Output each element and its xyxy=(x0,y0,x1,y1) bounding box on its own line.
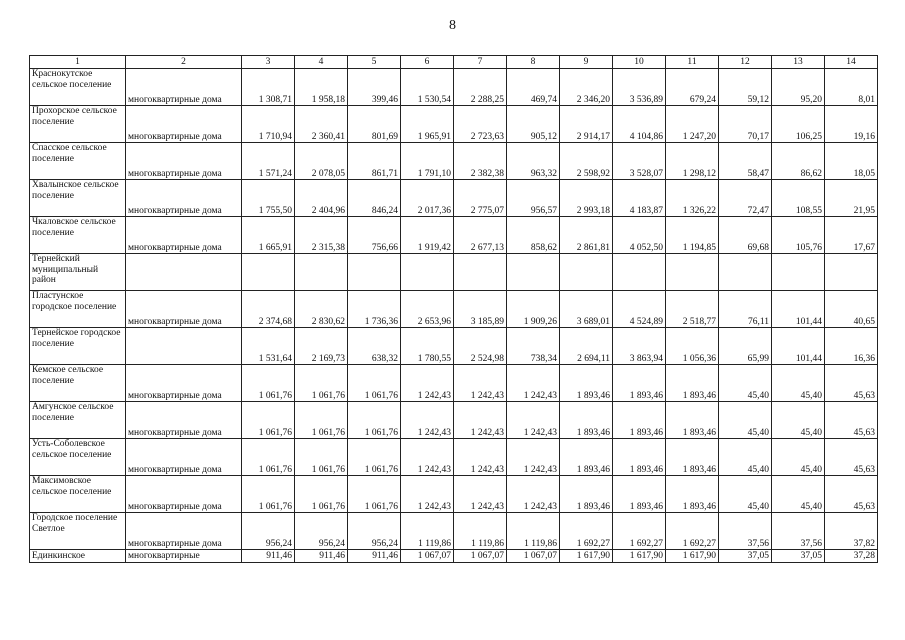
value-cell: 76,11 xyxy=(719,291,772,328)
column-number: 6 xyxy=(401,56,454,69)
value-cell: 19,16 xyxy=(825,106,878,143)
value-cell: 2 694,11 xyxy=(560,328,613,365)
value-cell: 2 374,68 xyxy=(242,291,295,328)
housing-type: многоквартирные дома xyxy=(126,291,242,328)
value-cell xyxy=(666,254,719,291)
value-cell: 1 736,36 xyxy=(348,291,401,328)
value-cell: 2 524,98 xyxy=(454,328,507,365)
value-cell: 2 288,25 xyxy=(454,69,507,106)
housing-type: многоквартирные дома xyxy=(126,106,242,143)
value-cell: 2 598,92 xyxy=(560,143,613,180)
value-cell: 1 893,46 xyxy=(560,439,613,476)
housing-type: многоквартирные дома xyxy=(126,143,242,180)
column-number: 1 xyxy=(30,56,126,69)
value-cell: 956,24 xyxy=(295,513,348,550)
column-number: 2 xyxy=(126,56,242,69)
value-cell: 858,62 xyxy=(507,217,560,254)
value-cell: 1 061,76 xyxy=(295,365,348,402)
housing-type: многоквартирные дома xyxy=(126,217,242,254)
value-cell: 1 617,90 xyxy=(666,550,719,563)
value-cell: 1 194,85 xyxy=(666,217,719,254)
value-cell: 2 017,36 xyxy=(401,180,454,217)
value-cell: 1 061,76 xyxy=(295,439,348,476)
value-cell: 2 346,20 xyxy=(560,69,613,106)
value-cell: 1 119,86 xyxy=(507,513,560,550)
value-cell: 65,99 xyxy=(719,328,772,365)
value-cell: 1 242,43 xyxy=(401,402,454,439)
settlement-name: Амгунское сельское поселение xyxy=(30,402,126,439)
settlement-name: Тернейский муниципальный район xyxy=(30,254,126,291)
value-cell: 1 893,46 xyxy=(666,439,719,476)
value-cell: 1 242,43 xyxy=(507,402,560,439)
value-cell: 3 185,89 xyxy=(454,291,507,328)
housing-type: многоквартирные дома xyxy=(126,476,242,513)
settlement-name: Пластунское городское поселение xyxy=(30,291,126,328)
value-cell: 45,40 xyxy=(772,402,825,439)
value-cell: 1 617,90 xyxy=(613,550,666,563)
value-cell: 1 061,76 xyxy=(295,402,348,439)
value-cell: 1 247,20 xyxy=(666,106,719,143)
value-cell: 2 723,63 xyxy=(454,106,507,143)
table-row xyxy=(30,402,878,439)
tariff-table xyxy=(29,55,878,563)
settlement-name: Усть-Соболевское сельское поселение xyxy=(30,439,126,476)
value-cell: 2 653,96 xyxy=(401,291,454,328)
value-cell: 1 893,46 xyxy=(666,402,719,439)
settlement-name: Единкинское xyxy=(30,550,126,563)
value-cell: 399,46 xyxy=(348,69,401,106)
column-number: 11 xyxy=(666,56,719,69)
table-row xyxy=(30,254,878,291)
value-cell: 45,40 xyxy=(719,476,772,513)
value-cell: 101,44 xyxy=(772,291,825,328)
value-cell: 2 315,38 xyxy=(295,217,348,254)
housing-type xyxy=(126,328,242,365)
value-cell: 3 863,94 xyxy=(613,328,666,365)
value-cell: 2 775,07 xyxy=(454,180,507,217)
value-cell: 1 571,24 xyxy=(242,143,295,180)
value-cell: 37,28 xyxy=(825,550,878,563)
value-cell: 1 958,18 xyxy=(295,69,348,106)
value-cell: 905,12 xyxy=(507,106,560,143)
page-number: 8 xyxy=(449,18,456,33)
value-cell: 1 061,76 xyxy=(348,476,401,513)
value-cell: 1 242,43 xyxy=(401,439,454,476)
value-cell: 2 382,38 xyxy=(454,143,507,180)
value-cell: 1 710,94 xyxy=(242,106,295,143)
housing-type xyxy=(126,254,242,291)
column-number: 12 xyxy=(719,56,772,69)
value-cell: 1 242,43 xyxy=(454,439,507,476)
value-cell: 1 298,12 xyxy=(666,143,719,180)
settlement-name: Кемское сельское поселение xyxy=(30,365,126,402)
value-cell: 16,36 xyxy=(825,328,878,365)
table-row xyxy=(30,217,878,254)
value-cell: 1 893,46 xyxy=(666,476,719,513)
value-cell: 1 665,91 xyxy=(242,217,295,254)
value-cell: 1 919,42 xyxy=(401,217,454,254)
value-cell: 18,05 xyxy=(825,143,878,180)
value-cell: 1 061,76 xyxy=(348,439,401,476)
value-cell: 101,44 xyxy=(772,328,825,365)
value-cell: 3 528,07 xyxy=(613,143,666,180)
column-number: 14 xyxy=(825,56,878,69)
column-number: 5 xyxy=(348,56,401,69)
value-cell: 2 914,17 xyxy=(560,106,613,143)
value-cell: 3 689,01 xyxy=(560,291,613,328)
value-cell: 3 536,89 xyxy=(613,69,666,106)
table-row xyxy=(30,106,878,143)
value-cell: 2 677,13 xyxy=(454,217,507,254)
value-cell: 1 893,46 xyxy=(613,476,666,513)
value-cell: 8,01 xyxy=(825,69,878,106)
table-row xyxy=(30,180,878,217)
value-cell: 1 067,07 xyxy=(507,550,560,563)
value-cell: 2 078,05 xyxy=(295,143,348,180)
value-cell: 1 242,43 xyxy=(507,439,560,476)
value-cell: 2 404,96 xyxy=(295,180,348,217)
value-cell: 1 791,10 xyxy=(401,143,454,180)
value-cell: 105,76 xyxy=(772,217,825,254)
value-cell: 956,24 xyxy=(242,513,295,550)
value-cell xyxy=(348,254,401,291)
value-cell: 4 183,87 xyxy=(613,180,666,217)
column-number-row xyxy=(30,56,878,69)
value-cell: 37,05 xyxy=(719,550,772,563)
table-row xyxy=(30,69,878,106)
value-cell: 106,25 xyxy=(772,106,825,143)
value-cell: 1 067,07 xyxy=(454,550,507,563)
value-cell: 1 242,43 xyxy=(507,476,560,513)
value-cell: 45,63 xyxy=(825,402,878,439)
value-cell: 2 861,81 xyxy=(560,217,613,254)
value-cell: 70,17 xyxy=(719,106,772,143)
value-cell xyxy=(242,254,295,291)
value-cell: 1 617,90 xyxy=(560,550,613,563)
housing-type: многоквартирные дома xyxy=(126,402,242,439)
column-number: 7 xyxy=(454,56,507,69)
settlement-name: Городское поселение Светлое xyxy=(30,513,126,550)
value-cell: 2 518,77 xyxy=(666,291,719,328)
column-number: 4 xyxy=(295,56,348,69)
value-cell: 17,67 xyxy=(825,217,878,254)
value-cell xyxy=(825,254,878,291)
value-cell: 756,66 xyxy=(348,217,401,254)
value-cell: 1 242,43 xyxy=(401,476,454,513)
value-cell: 1 061,76 xyxy=(242,365,295,402)
value-cell: 1 893,46 xyxy=(560,476,613,513)
value-cell: 45,40 xyxy=(719,439,772,476)
settlement-name: Чкаловское сельское поселение xyxy=(30,217,126,254)
value-cell: 1 692,27 xyxy=(560,513,613,550)
value-cell: 45,40 xyxy=(772,476,825,513)
value-cell: 45,63 xyxy=(825,365,878,402)
settlement-name: Краснокутское сельское поселение xyxy=(30,69,126,106)
column-number: 8 xyxy=(507,56,560,69)
value-cell: 37,05 xyxy=(772,550,825,563)
value-cell: 1 530,54 xyxy=(401,69,454,106)
value-cell: 108,55 xyxy=(772,180,825,217)
column-number: 10 xyxy=(613,56,666,69)
value-cell: 40,65 xyxy=(825,291,878,328)
value-cell xyxy=(560,254,613,291)
value-cell: 911,46 xyxy=(348,550,401,563)
column-number: 13 xyxy=(772,56,825,69)
value-cell: 956,57 xyxy=(507,180,560,217)
value-cell: 86,62 xyxy=(772,143,825,180)
value-cell: 1 061,76 xyxy=(242,476,295,513)
value-cell: 1 119,86 xyxy=(401,513,454,550)
value-cell: 2 830,62 xyxy=(295,291,348,328)
value-cell: 58,47 xyxy=(719,143,772,180)
value-cell: 638,32 xyxy=(348,328,401,365)
value-cell xyxy=(507,254,560,291)
value-cell: 1 965,91 xyxy=(401,106,454,143)
value-cell: 963,32 xyxy=(507,143,560,180)
value-cell: 2 993,18 xyxy=(560,180,613,217)
value-cell: 45,40 xyxy=(719,402,772,439)
value-cell: 1 061,76 xyxy=(242,402,295,439)
value-cell: 1 056,36 xyxy=(666,328,719,365)
value-cell: 911,46 xyxy=(242,550,295,563)
value-cell: 2 360,41 xyxy=(295,106,348,143)
value-cell: 45,40 xyxy=(772,439,825,476)
value-cell: 45,63 xyxy=(825,439,878,476)
value-cell: 37,82 xyxy=(825,513,878,550)
housing-type: многоквартирные дома xyxy=(126,180,242,217)
housing-type: многоквартирные дома xyxy=(126,365,242,402)
value-cell: 37,56 xyxy=(719,513,772,550)
value-cell: 4 524,89 xyxy=(613,291,666,328)
value-cell: 1 308,71 xyxy=(242,69,295,106)
value-cell: 1 061,76 xyxy=(295,476,348,513)
housing-type: многоквартирные xyxy=(126,550,242,563)
value-cell: 1 242,43 xyxy=(454,402,507,439)
table-row xyxy=(30,143,878,180)
value-cell: 1 893,46 xyxy=(666,365,719,402)
value-cell xyxy=(401,254,454,291)
value-cell: 45,40 xyxy=(719,365,772,402)
value-cell: 1 061,76 xyxy=(242,439,295,476)
housing-type: многоквартирные дома xyxy=(126,439,242,476)
value-cell: 1 692,27 xyxy=(666,513,719,550)
value-cell xyxy=(454,254,507,291)
value-cell xyxy=(613,254,666,291)
value-cell: 59,12 xyxy=(719,69,772,106)
housing-type: многоквартирные дома xyxy=(126,69,242,106)
value-cell: 1 893,46 xyxy=(613,402,666,439)
value-cell: 738,34 xyxy=(507,328,560,365)
column-number: 3 xyxy=(242,56,295,69)
value-cell: 679,24 xyxy=(666,69,719,106)
value-cell xyxy=(719,254,772,291)
value-cell: 1 893,46 xyxy=(560,402,613,439)
table-row xyxy=(30,513,878,550)
settlement-name: Прохорское сельское поселение xyxy=(30,106,126,143)
value-cell: 45,40 xyxy=(772,365,825,402)
table-row xyxy=(30,291,878,328)
value-cell: 1 893,46 xyxy=(560,365,613,402)
value-cell: 4 104,86 xyxy=(613,106,666,143)
column-number: 9 xyxy=(560,56,613,69)
value-cell: 1 242,43 xyxy=(454,365,507,402)
value-cell: 801,69 xyxy=(348,106,401,143)
value-cell: 1 692,27 xyxy=(613,513,666,550)
value-cell: 95,20 xyxy=(772,69,825,106)
value-cell: 911,46 xyxy=(295,550,348,563)
value-cell: 1 119,86 xyxy=(454,513,507,550)
table-row xyxy=(30,550,878,563)
value-cell: 69,68 xyxy=(719,217,772,254)
settlement-name: Хвалынское сельское поселение xyxy=(30,180,126,217)
settlement-name: Спасское сельское поселение xyxy=(30,143,126,180)
value-cell: 1 531,64 xyxy=(242,328,295,365)
value-cell: 861,71 xyxy=(348,143,401,180)
value-cell: 956,24 xyxy=(348,513,401,550)
value-cell: 37,56 xyxy=(772,513,825,550)
housing-type: многоквартирные дома xyxy=(126,513,242,550)
value-cell: 21,95 xyxy=(825,180,878,217)
table-row xyxy=(30,439,878,476)
table-body xyxy=(30,69,878,563)
value-cell: 1 755,50 xyxy=(242,180,295,217)
value-cell: 1 893,46 xyxy=(613,365,666,402)
value-cell: 45,63 xyxy=(825,476,878,513)
value-cell: 846,24 xyxy=(348,180,401,217)
value-cell: 72,47 xyxy=(719,180,772,217)
value-cell: 1 242,43 xyxy=(454,476,507,513)
value-cell: 1 242,43 xyxy=(507,365,560,402)
value-cell: 1 061,76 xyxy=(348,365,401,402)
settlement-name: Тернейское городское поселение xyxy=(30,328,126,365)
value-cell: 4 052,50 xyxy=(613,217,666,254)
value-cell: 2 169,73 xyxy=(295,328,348,365)
value-cell xyxy=(295,254,348,291)
value-cell: 1 909,26 xyxy=(507,291,560,328)
table-row xyxy=(30,476,878,513)
value-cell: 1 326,22 xyxy=(666,180,719,217)
value-cell: 469,74 xyxy=(507,69,560,106)
table-row xyxy=(30,365,878,402)
value-cell: 1 242,43 xyxy=(401,365,454,402)
value-cell: 1 780,55 xyxy=(401,328,454,365)
table-row xyxy=(30,328,878,365)
value-cell: 1 893,46 xyxy=(613,439,666,476)
settlement-name: Максимовское сельское поселение xyxy=(30,476,126,513)
value-cell: 1 067,07 xyxy=(401,550,454,563)
value-cell xyxy=(772,254,825,291)
value-cell: 1 061,76 xyxy=(348,402,401,439)
